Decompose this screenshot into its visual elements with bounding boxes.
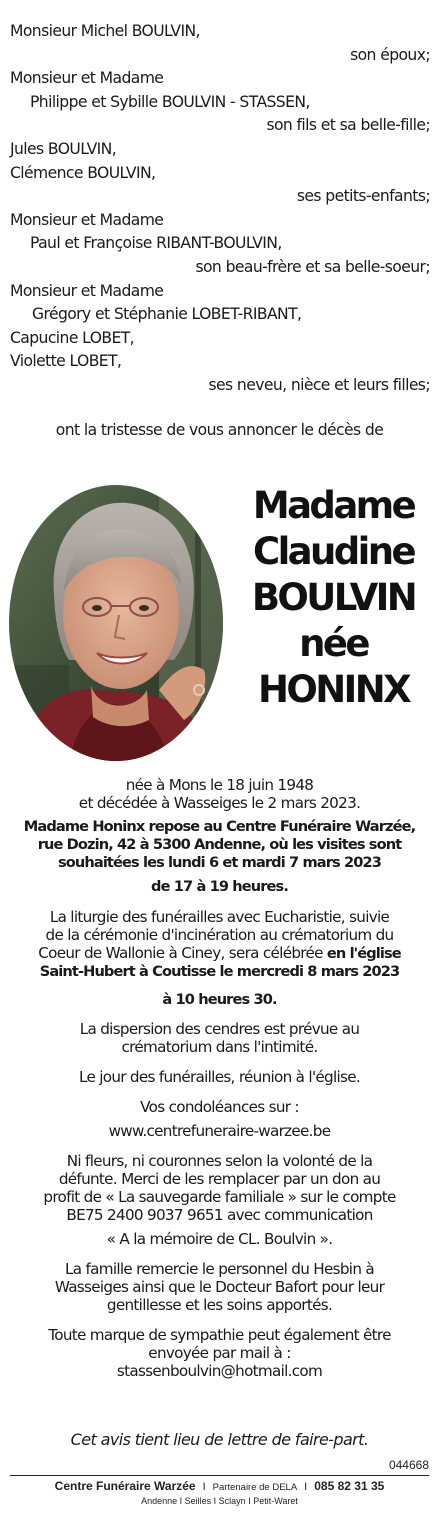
phone-number[interactable]: 085 82 31 35 xyxy=(314,1479,385,1493)
liturgy-text: Coeur de Wallonie à Ciney, sera célébrée xyxy=(38,944,327,962)
family-line: Grégory et Stéphanie LOBET-RIBANT, xyxy=(32,305,302,324)
portrait-photo xyxy=(9,485,223,761)
family-line: Violette LOBET, xyxy=(10,352,122,371)
partner-label: Partenaire de DELA xyxy=(212,1482,298,1493)
birth-line: née à Mons le 18 juin 1948 xyxy=(125,776,314,794)
liturgy-time: à 10 heures 30. xyxy=(162,991,277,1008)
obituary-body xyxy=(6,776,433,1380)
family-line: Monsieur et Madame xyxy=(10,281,164,300)
announcement-text: ont la tristesse de vous annoncer le décès de xyxy=(55,421,384,439)
separator: I xyxy=(304,1481,308,1493)
thanks-line: La famille remercie le personnel du Hesbin à xyxy=(65,1260,374,1278)
death-line: et décédée à Wasseiges le 2 mars 2023. xyxy=(78,794,361,812)
liturgy-church: en l'église xyxy=(326,945,401,962)
deceased-last-name: BOULVIN xyxy=(251,576,416,619)
flowers-line: BE75 2400 9037 9651 avec communication xyxy=(66,1206,373,1224)
family-relation: son beau-frère et sa belle-soeur; xyxy=(195,257,430,276)
family-line: Philippe et Sybille BOULVIN - STASSEN, xyxy=(30,92,310,111)
family-line: Monsieur Michel BOULVIN, xyxy=(10,22,200,40)
deceased-name xyxy=(228,483,439,713)
liturgy-line: Saint-Hubert à Coutisse le mercredi 8 mars 2023 xyxy=(39,963,400,980)
footer-row xyxy=(0,1479,439,1495)
liturgy-line xyxy=(6,944,433,963)
dispersion-line: crématorium dans l'intimité. xyxy=(121,1038,318,1056)
deceased-title: Madame xyxy=(252,484,415,527)
thanks-line: gentillesse et les soins apportés. xyxy=(106,1296,333,1314)
visit-line: rue Dozin, 42 à 5300 Andenne, où les visites sont xyxy=(37,836,402,853)
liturgy-line: La liturgie des funérailles avec Eucharistie, suivie xyxy=(49,908,390,926)
dispersion-line: La dispersion des cendres est prévue au xyxy=(79,1020,360,1038)
funeral-home-footer xyxy=(0,1479,439,1507)
visit-hours: de 17 à 19 heures. xyxy=(151,878,288,895)
family-list xyxy=(10,20,430,398)
condolences-line: Vos condoléances sur : xyxy=(140,1098,299,1116)
visit-line: souhaitées les lundi 6 et mardi 7 mars 2023 xyxy=(57,854,381,871)
family-relation: ses petits-enfants; xyxy=(296,187,430,206)
family-line: Monsieur et Madame xyxy=(10,69,164,88)
reference-number: 044668 xyxy=(388,1458,429,1472)
locations-list: Andenne I Seilles I Sclayn I Petit-Waret xyxy=(141,1496,298,1506)
family-line: Paul et Françoise RIBANT-BOULVIN, xyxy=(30,234,282,253)
visit-line: Madame Honinx repose au Centre Funéraire Warzée, xyxy=(23,818,416,835)
family-line: Jules BOULVIN, xyxy=(10,139,117,158)
family-line: Clémence BOULVIN, xyxy=(10,163,156,182)
family-relation: ses neveu, nièce et leurs filles; xyxy=(208,375,430,394)
liturgy-line: de la cérémonie d'incinération au crématorium du xyxy=(45,926,394,944)
sympathy-line: Toute marque de sympathie peut également être xyxy=(48,1326,391,1344)
separator: I xyxy=(202,1481,206,1493)
deceased-first-name: Claudine xyxy=(253,530,414,573)
condolences-link[interactable]: www.centrefuneraire-warzee.be xyxy=(108,1122,331,1140)
flowers-line: Ni fleurs, ni couronnes selon la volonté de la xyxy=(66,1152,373,1170)
sympathy-email[interactable]: stassenboulvin@hotmail.com xyxy=(116,1362,323,1380)
flowers-line: profit de « La sauvegarde familiale » sur le compte xyxy=(43,1188,396,1206)
family-relation: son époux; xyxy=(350,45,430,64)
family-relation: son fils et sa belle-fille; xyxy=(266,116,430,135)
deceased-maiden-name: HONINX xyxy=(257,668,410,711)
flowers-line: défunte. Merci de les remplacer par un don au xyxy=(58,1170,381,1188)
family-line: Monsieur et Madame xyxy=(10,210,164,229)
reunion-line: Le jour des funérailles, réunion à l'église. xyxy=(78,1068,361,1086)
funeral-home-name: Centre Funéraire Warzée xyxy=(54,1479,196,1493)
footer-divider xyxy=(10,1475,429,1476)
thanks-line: Wasseiges ainsi que le Docteur Bafort pour leur xyxy=(54,1278,385,1296)
deceased-nee: née xyxy=(299,622,368,665)
flowers-line: « A la mémoire de CL. Boulvin ». xyxy=(106,1230,333,1248)
family-line: Capucine LOBET, xyxy=(10,328,135,347)
sympathy-line: envoyée par mail à : xyxy=(148,1344,291,1362)
closing-note: Cet avis tient lieu de lettre de faire-part. xyxy=(70,1430,369,1449)
